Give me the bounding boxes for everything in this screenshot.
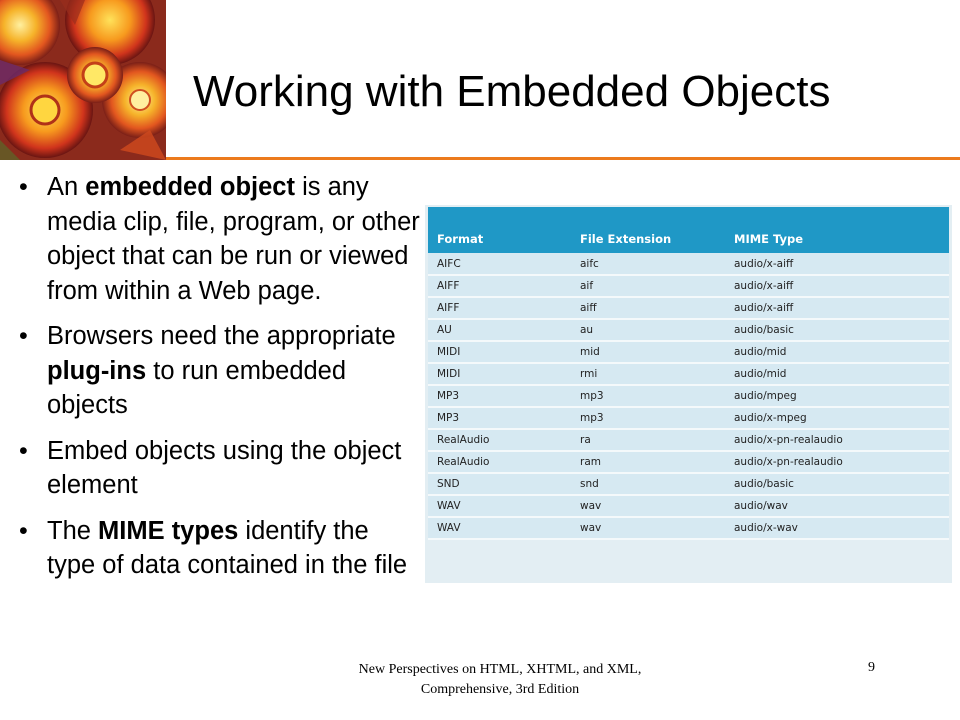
cell-file-extension: aifc [571,253,725,275]
table-row [428,517,949,539]
cell-file-extension: aif [571,275,725,297]
cell-mime-type: audio/x-wav [725,517,949,539]
mime-type-table [428,207,949,540]
cell-file-extension: mp3 [571,385,725,407]
table-row [428,253,949,275]
table-row [428,363,949,385]
footer-line-2: Comprehensive, 3rd Edition [420,682,580,697]
cell-format: AIFC [428,253,571,275]
cell-file-extension: rmi [571,363,725,385]
cell-mime-type: audio/mpeg [725,385,949,407]
cell-mime-type: audio/x-aiff [725,253,949,275]
bullet-icon: • [19,173,28,201]
table-row [428,385,949,407]
table-row [428,275,949,297]
bullet-icon: • [19,322,28,350]
cell-file-extension: wav [571,495,725,517]
table-row [428,341,949,363]
bullet-icon: • [19,516,28,545]
footer-text [320,660,680,700]
cell-mime-type: audio/x-pn-realaudio [725,451,949,473]
cell-format: MP3 [428,385,571,407]
cell-file-extension: mp3 [571,407,725,429]
cell-file-extension: mid [571,341,725,363]
cell-format: MIDI [428,363,571,385]
cell-format: WAV [428,517,571,539]
bullet-list [0,170,420,594]
footer-line-1: New Perspectives on HTML, XHTML, and XML, [358,662,642,677]
table-header-row [428,207,949,253]
cell-mime-type: audio/x-aiff [725,275,949,297]
bullet-item: • An embedded object is any media clip, file, program, or other object that can be run or viewed from within a Web page. [0,170,420,308]
table-row [428,473,949,495]
cell-format: AIFF [428,275,571,297]
bullet-item: • The MIME types identify the type of data contained in the file [0,514,420,583]
cell-file-extension: ram [571,451,725,473]
term-plug-ins: plug-ins [47,356,147,385]
cell-format: AIFF [428,297,571,319]
cell-mime-type: audio/x-aiff [725,297,949,319]
cell-format: MIDI [428,341,571,363]
slide-title: Working with Embedded Objects [193,67,831,116]
header-format: Format [428,207,571,253]
cell-format: SND [428,473,571,495]
cell-mime-type: audio/mid [725,341,949,363]
kaleidoscope-flower-image [0,0,166,160]
bullet-icon: • [19,436,28,465]
cell-format: MP3 [428,407,571,429]
table-row [428,319,949,341]
cell-file-extension: ra [571,429,725,451]
term-mime-types: MIME types [98,516,239,545]
table-row [428,407,949,429]
cell-file-extension: snd [571,473,725,495]
table-row [428,297,949,319]
page-number: 9 [868,660,875,675]
cell-file-extension: au [571,319,725,341]
cell-mime-type: audio/basic [725,319,949,341]
mime-table-figure [425,205,952,583]
table-row [428,451,949,473]
cell-mime-type: audio/basic [725,473,949,495]
cell-format: RealAudio [428,451,571,473]
cell-file-extension: wav [571,517,725,539]
table-row [428,429,949,451]
cell-format: RealAudio [428,429,571,451]
table-row [428,495,949,517]
cell-mime-type: audio/x-pn-realaudio [725,429,949,451]
header-file-extension: File Extension [571,207,725,253]
cell-format: AU [428,319,571,341]
bullet-item: • Embed objects using the object element [0,434,420,503]
cell-format: WAV [428,495,571,517]
header-mime-type: MIME Type [725,207,949,253]
cell-mime-type: audio/wav [725,495,949,517]
cell-mime-type: audio/mid [725,363,949,385]
cell-mime-type: audio/x-mpeg [725,407,949,429]
bullet-item: • Browsers need the appropriate plug-ins to run embedded objects [0,319,420,423]
cell-file-extension: aiff [571,297,725,319]
term-embedded-object: embedded object [85,173,295,201]
title-divider [166,157,960,160]
